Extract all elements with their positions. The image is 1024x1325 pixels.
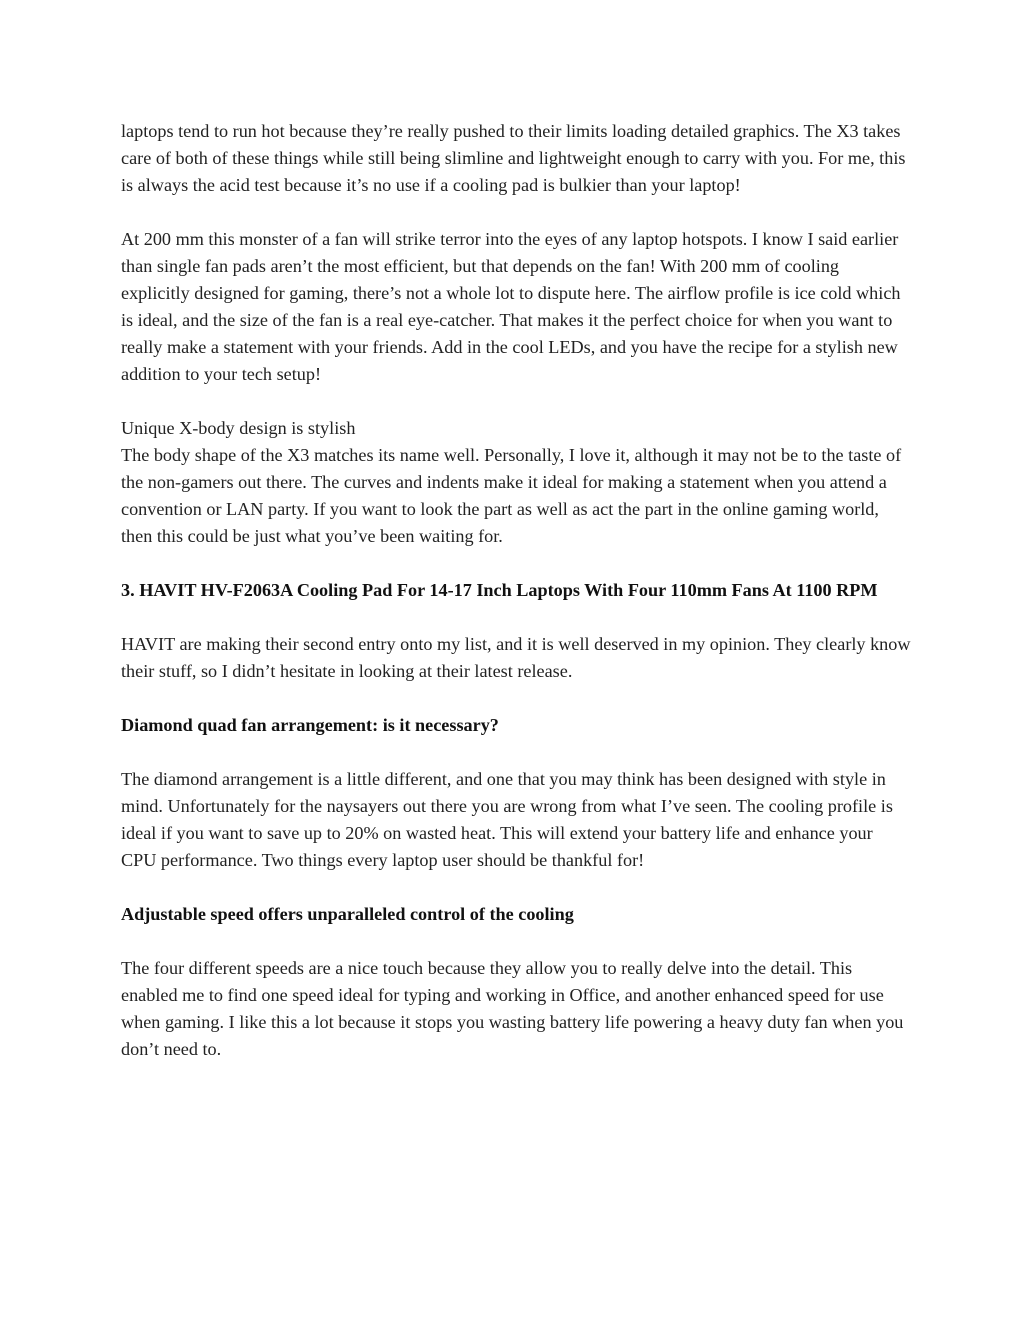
paragraph-havit-intro: HAVIT are making their second entry onto my list, and it is well deserved in my opinion. They clearly know their stuff, so I didn’t hesitate in looking at their latest release. — [121, 634, 911, 681]
paragraph-x3-intro: laptops tend to run hot because they’re really pushed to their limits loading detailed graphics. The X3 takes care of both of these things while still being slimline and lightweight enough to carry with you. For me, this is always the acid test because it’s no use if a cooling pad is bulkier than your laptop! — [121, 121, 906, 195]
paragraph-diamond-arrangement: The diamond arrangement is a little different, and one that you may think has been designed with style in mind. Unfortunately for the naysayers out there you are wrong from what I’ve seen. The cooling profile is ideal if you want to save up to 20% on wasted heat. This will extend your battery life and enhance your CPU performance. Two things every laptop user should be thankful for! — [121, 769, 893, 870]
paragraph-four-speeds: The four different speeds are a nice touch because they allow you to really delve into the detail. This enabled me to find one speed ideal for typing and working in Office, and another enhanced speed for use when gaming. I like this a lot because it stops you wasting battery life powering a heavy duty fan when you don’t need to. — [121, 958, 904, 1059]
subheading-adjustable-speed: Adjustable speed offers unparalleled control of the cooling — [121, 904, 574, 924]
subheading-diamond-quad-fan: Diamond quad fan arrangement: is it necessary? — [121, 715, 499, 735]
heading-havit-hv-f2063a: 3. HAVIT HV-F2063A Cooling Pad For 14-17 Inch Laptops With Four 110mm Fans At 1100 RPM — [121, 580, 878, 600]
paragraph-200mm-fan: At 200 mm this monster of a fan will strike terror into the eyes of any laptop hotspots. I know I said earlier than single fan pads aren’t the most efficient, but that depends on the fan! With 200 mm of cooling explicitly designed for gaming, there’s not a whole lot to dispute here. The airflow profile is ice cold which is ideal, and the size of the fan is a real eye-catcher. That makes it the perfect choice for when you want to really make a statement with your friends. Add in the cool LEDs, and you have the recipe for a stylish new addition to your tech setup! — [121, 229, 901, 384]
subheading-x-body-design: Unique X-body design is stylish — [121, 418, 356, 438]
paragraph-body-shape: The body shape of the X3 matches its name well. Personally, I love it, although it may not be to the taste of the non-gamers out there. The curves and indents make it ideal for making a statement when you attend a convention or LAN party. If you want to look the part as well as act the part in the online gaming world, then this could be just what you’ve been waiting for. — [121, 445, 902, 546]
document-page — [121, 118, 911, 1090]
